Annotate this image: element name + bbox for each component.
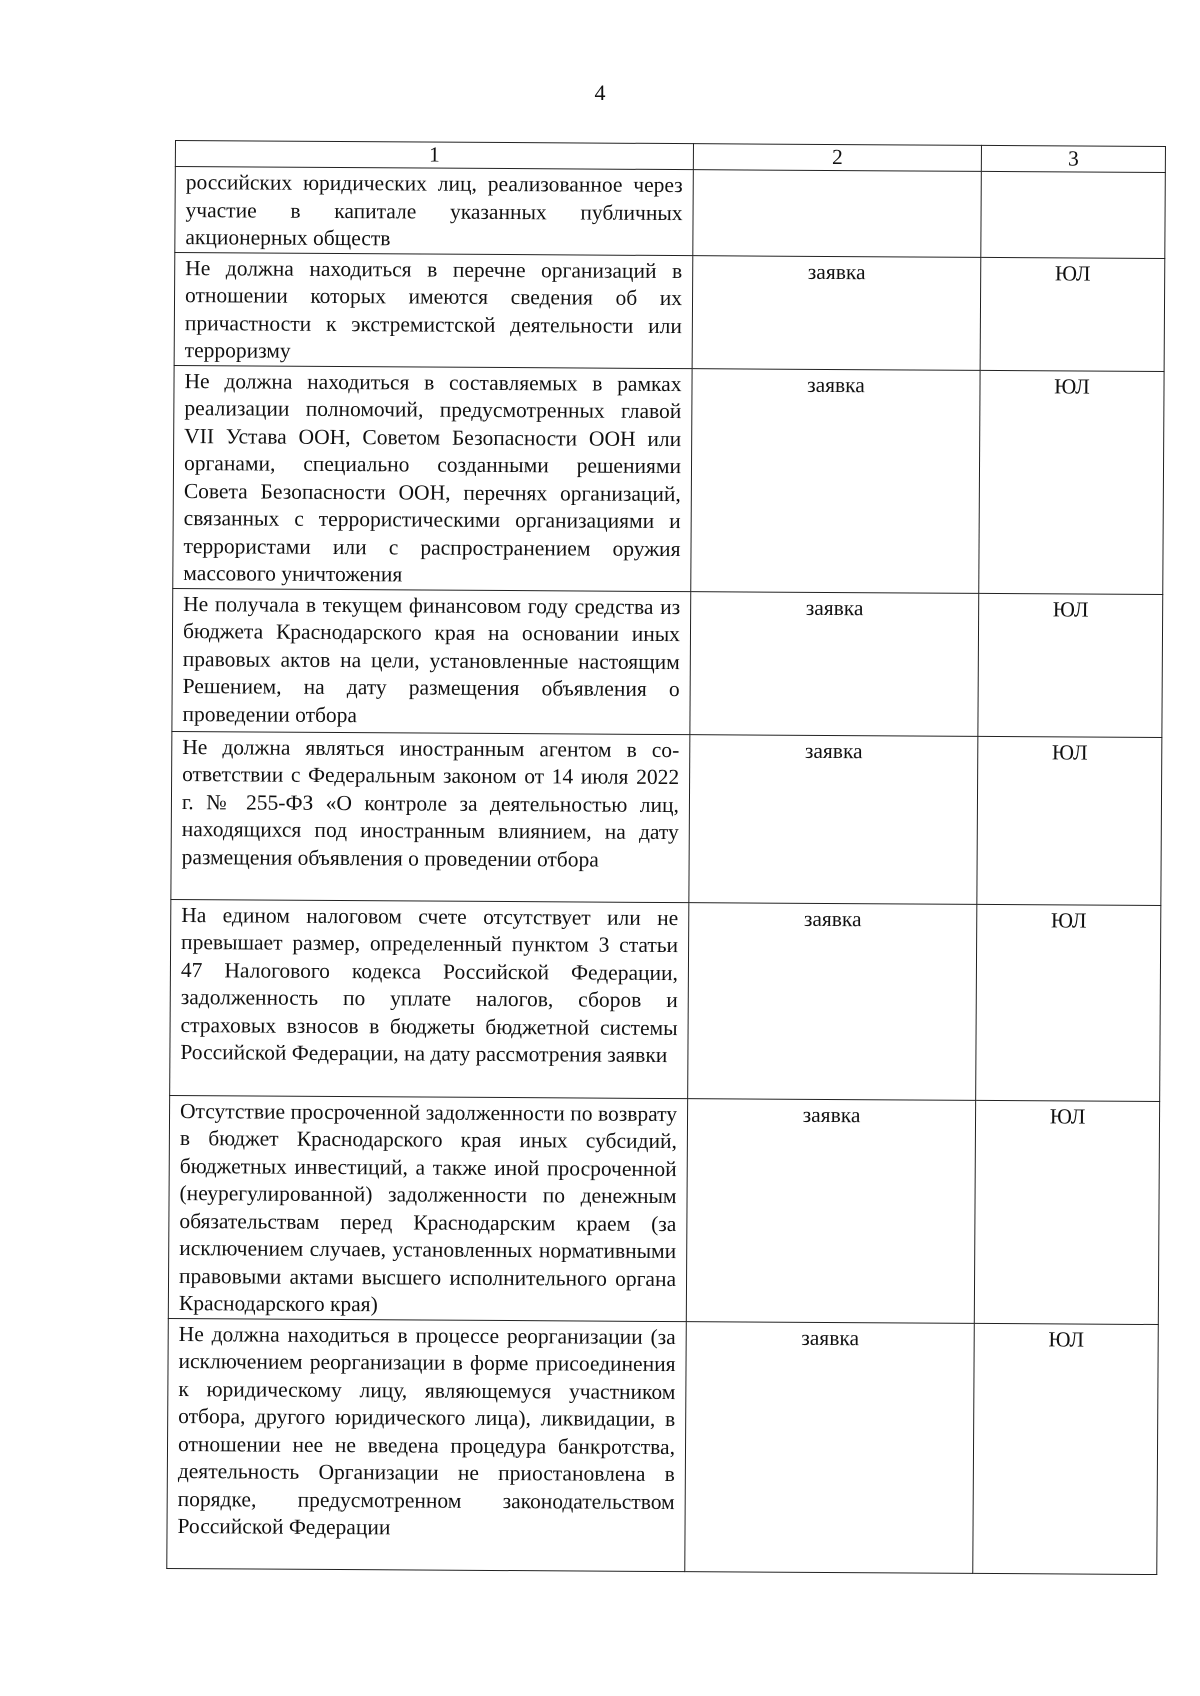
table-row	[170, 899, 1161, 1101]
document-cell	[693, 170, 982, 257]
table-row	[175, 167, 1166, 259]
subject-cell: ЮЛ	[979, 370, 1164, 594]
requirement-cell: На едином налоговом счете отсутствует или не превышает размер, определенный пунктом 3 статьи 47 Налогового кодекса Российской Федерации, задолженность по уплате налогов, сборов и страховых взносов в бюджеты бюджетной системы Российской Федерации, на дату рассмотрения заявки	[170, 899, 689, 1098]
subject-cell	[981, 171, 1166, 258]
page-number: 4	[594, 80, 606, 105]
column-header-2: 2	[693, 144, 981, 172]
document-cell: заявка	[688, 902, 977, 1100]
table-row	[173, 365, 1164, 594]
subject-cell: ЮЛ	[973, 1323, 1159, 1574]
table-row	[172, 588, 1163, 737]
column-header-3: 3	[981, 145, 1165, 172]
subject-cell: ЮЛ	[978, 593, 1163, 737]
requirements-table	[166, 140, 1166, 1575]
requirement-cell: Не получала в текущем финансовом году средства из бюджета Краснодарского края на основании иных правовых актов на цели, установленные настоящим Решением, на дату размещения объявления о проведении отбора	[172, 588, 691, 734]
document-cell: заявка	[689, 734, 978, 904]
requirement-cell: Не должна находиться в перечне организаций в отношении которых имеются сведения об их причастности к экстремистской деятельности или терроризму	[174, 252, 693, 368]
requirement-cell: Не должна находиться в процессе реорганизации (за исключением реорганизации в форме присоединения к юридическому лицу, являющемуся участником отбора, другого юридического лица), ликвидации, в отношении нее не введена процедура банкротства, деятельность Организации не приостановлена в порядке, предусмотренном законодательством Российской Федерации	[167, 1318, 687, 1571]
requirement-cell: Не должна являться иностранным агентом в соответствии с Федеральным законом от 14 июля 2022 г. № 255-ФЗ «О контроле за деятельностью лиц, находящихся под иностранным влиянием, на дату размещения объявления о проведении отбора	[171, 731, 690, 902]
table-row	[168, 1095, 1159, 1324]
table-row	[167, 1318, 1159, 1574]
requirement-cell: российских юридических лиц, реализованное через участие в капитале указанных публичных акционерных обществ	[175, 167, 694, 256]
document-cell: заявка	[691, 368, 980, 593]
table-row	[171, 731, 1162, 905]
requirement-cell: Отсутствие просроченной задолженности по возврату в бюджет Краснодарского края иных субсидий, бюджетных инвестиций, а также иной просроченной (неурегулированной) задолженности по денежным обязательствам перед Краснодарским краем (за исключением случаев, установленных нормативными правовыми актами высшего исполнительного органа Краснодарского края)	[168, 1095, 687, 1321]
requirement-cell: Не должна находиться в составляемых в рамках реализации полномочий, предусмотренных главой VII Устава ООН, Советом Безопасности ООН или органами, специально созданными решениями Совета Безопасности ООН, перечнях организаций, связанных с террористическими организациями и террористами или с распространением оружия массового уничтожения	[173, 365, 692, 591]
subject-cell: ЮЛ	[976, 904, 1161, 1101]
subject-cell: ЮЛ	[977, 736, 1162, 905]
document-cell: заявка	[686, 1098, 975, 1323]
subject-cell: ЮЛ	[974, 1100, 1159, 1324]
table-row	[174, 252, 1165, 371]
document-cell: заявка	[685, 1321, 975, 1573]
subject-cell: ЮЛ	[980, 257, 1165, 371]
column-header-1: 1	[175, 141, 693, 170]
table-body	[167, 167, 1166, 1575]
document-cell: заявка	[690, 591, 979, 736]
document-cell: заявка	[692, 255, 981, 370]
